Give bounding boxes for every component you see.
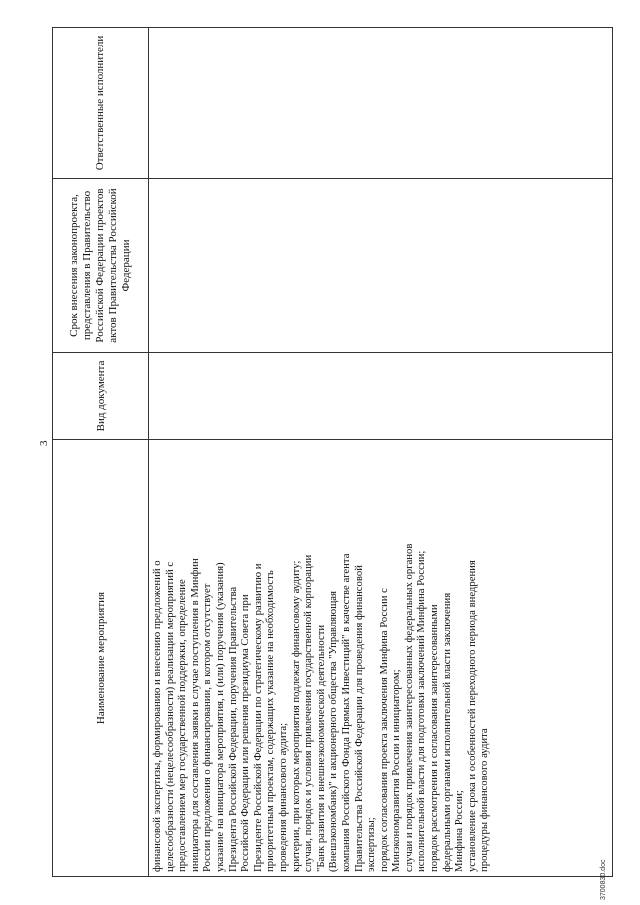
description-line: Президенте Российской Федерации по стратегическому развитию и bbox=[251, 563, 264, 872]
table-header-row bbox=[53, 28, 149, 877]
cell-responsible bbox=[149, 28, 613, 179]
description-line: Президента Российской Федерации, поручения Правительства bbox=[226, 586, 239, 872]
description-line: компания Российского Фонда Прямых Инвестиций" в качестве агента bbox=[339, 553, 352, 872]
description-line: предоставлением мер государственной поддержки, определение bbox=[176, 579, 189, 872]
description-line: Минфина России; bbox=[453, 790, 466, 872]
description-line: России предложения о финансировании, в котором отсутствует bbox=[201, 583, 214, 872]
header-deadline: Срок внесения законопроекта, представления в Правительство Российской Федерации проектов актов Правительства Российской Федерации bbox=[53, 179, 149, 353]
header-responsible: Ответственные исполнители bbox=[53, 28, 149, 179]
description-line: исполнительной власти для подготовки заключений Минфина России; bbox=[415, 550, 428, 872]
description-line: порядок рассмотрения и согласования заинтересованными bbox=[428, 604, 441, 872]
description-line: экспертизы; bbox=[365, 817, 378, 872]
cell-deadline bbox=[149, 179, 613, 353]
description-line: процедуры финансового аудита bbox=[478, 728, 491, 872]
description-line: указание на инициатора мероприятия, и (или) поручения (указания) bbox=[213, 562, 226, 872]
description-line: случаи, порядок и условия привлечения государственной корпорации bbox=[302, 554, 315, 872]
description-line: целесообразности (нецелесообразности) реализации мероприятий с bbox=[163, 561, 176, 872]
table-row bbox=[149, 28, 613, 877]
header-measure-name: Наименование мероприятия bbox=[53, 440, 149, 877]
cell-document-type bbox=[149, 353, 613, 440]
description-line: критерии, при которых мероприятия подлежат финансовому аудиту; bbox=[289, 560, 302, 872]
description-line: проведения финансового аудита; bbox=[276, 722, 289, 872]
file-name-footer: 3700830.doc bbox=[600, 859, 607, 900]
description-line: (Внешэкономбанк)" и акционерного общества "Управляющая bbox=[327, 591, 340, 872]
description-line: "Банк развития и внешнеэкономической деятельности bbox=[314, 624, 327, 872]
description-line: инициатора для составления заявки в случае поступления в Минфин bbox=[188, 558, 201, 872]
page-number: 3 bbox=[38, 440, 50, 446]
description-line: порядок согласования проекта заключения Минфина России с bbox=[377, 588, 390, 872]
description-line: финансовой экспертизы, формированию и внесению предложений о bbox=[151, 560, 163, 872]
cell-measure-name bbox=[149, 440, 613, 877]
description-line: Минэкономразвития России и инициатором; bbox=[390, 669, 403, 872]
description-line: приоритетным проектам, содержащих указание на необходимость bbox=[264, 570, 277, 872]
measure-description bbox=[149, 444, 493, 872]
description-line: Российской Федерации или решения президиума Совета при bbox=[239, 594, 252, 872]
description-line: случаи и порядок привлечения заинтересованных федеральных органов bbox=[402, 543, 415, 872]
description-line: федеральными органами исполнительной власти заключения bbox=[440, 592, 453, 872]
measures-table bbox=[52, 27, 613, 877]
rotated-page bbox=[52, 27, 616, 877]
description-line: Правительства Российской Федерации для проведения финансовой bbox=[352, 565, 365, 872]
description-line: установление срока и особенностей переходного периода внедрения bbox=[465, 560, 478, 872]
header-document-type: Вид документа bbox=[53, 353, 149, 440]
